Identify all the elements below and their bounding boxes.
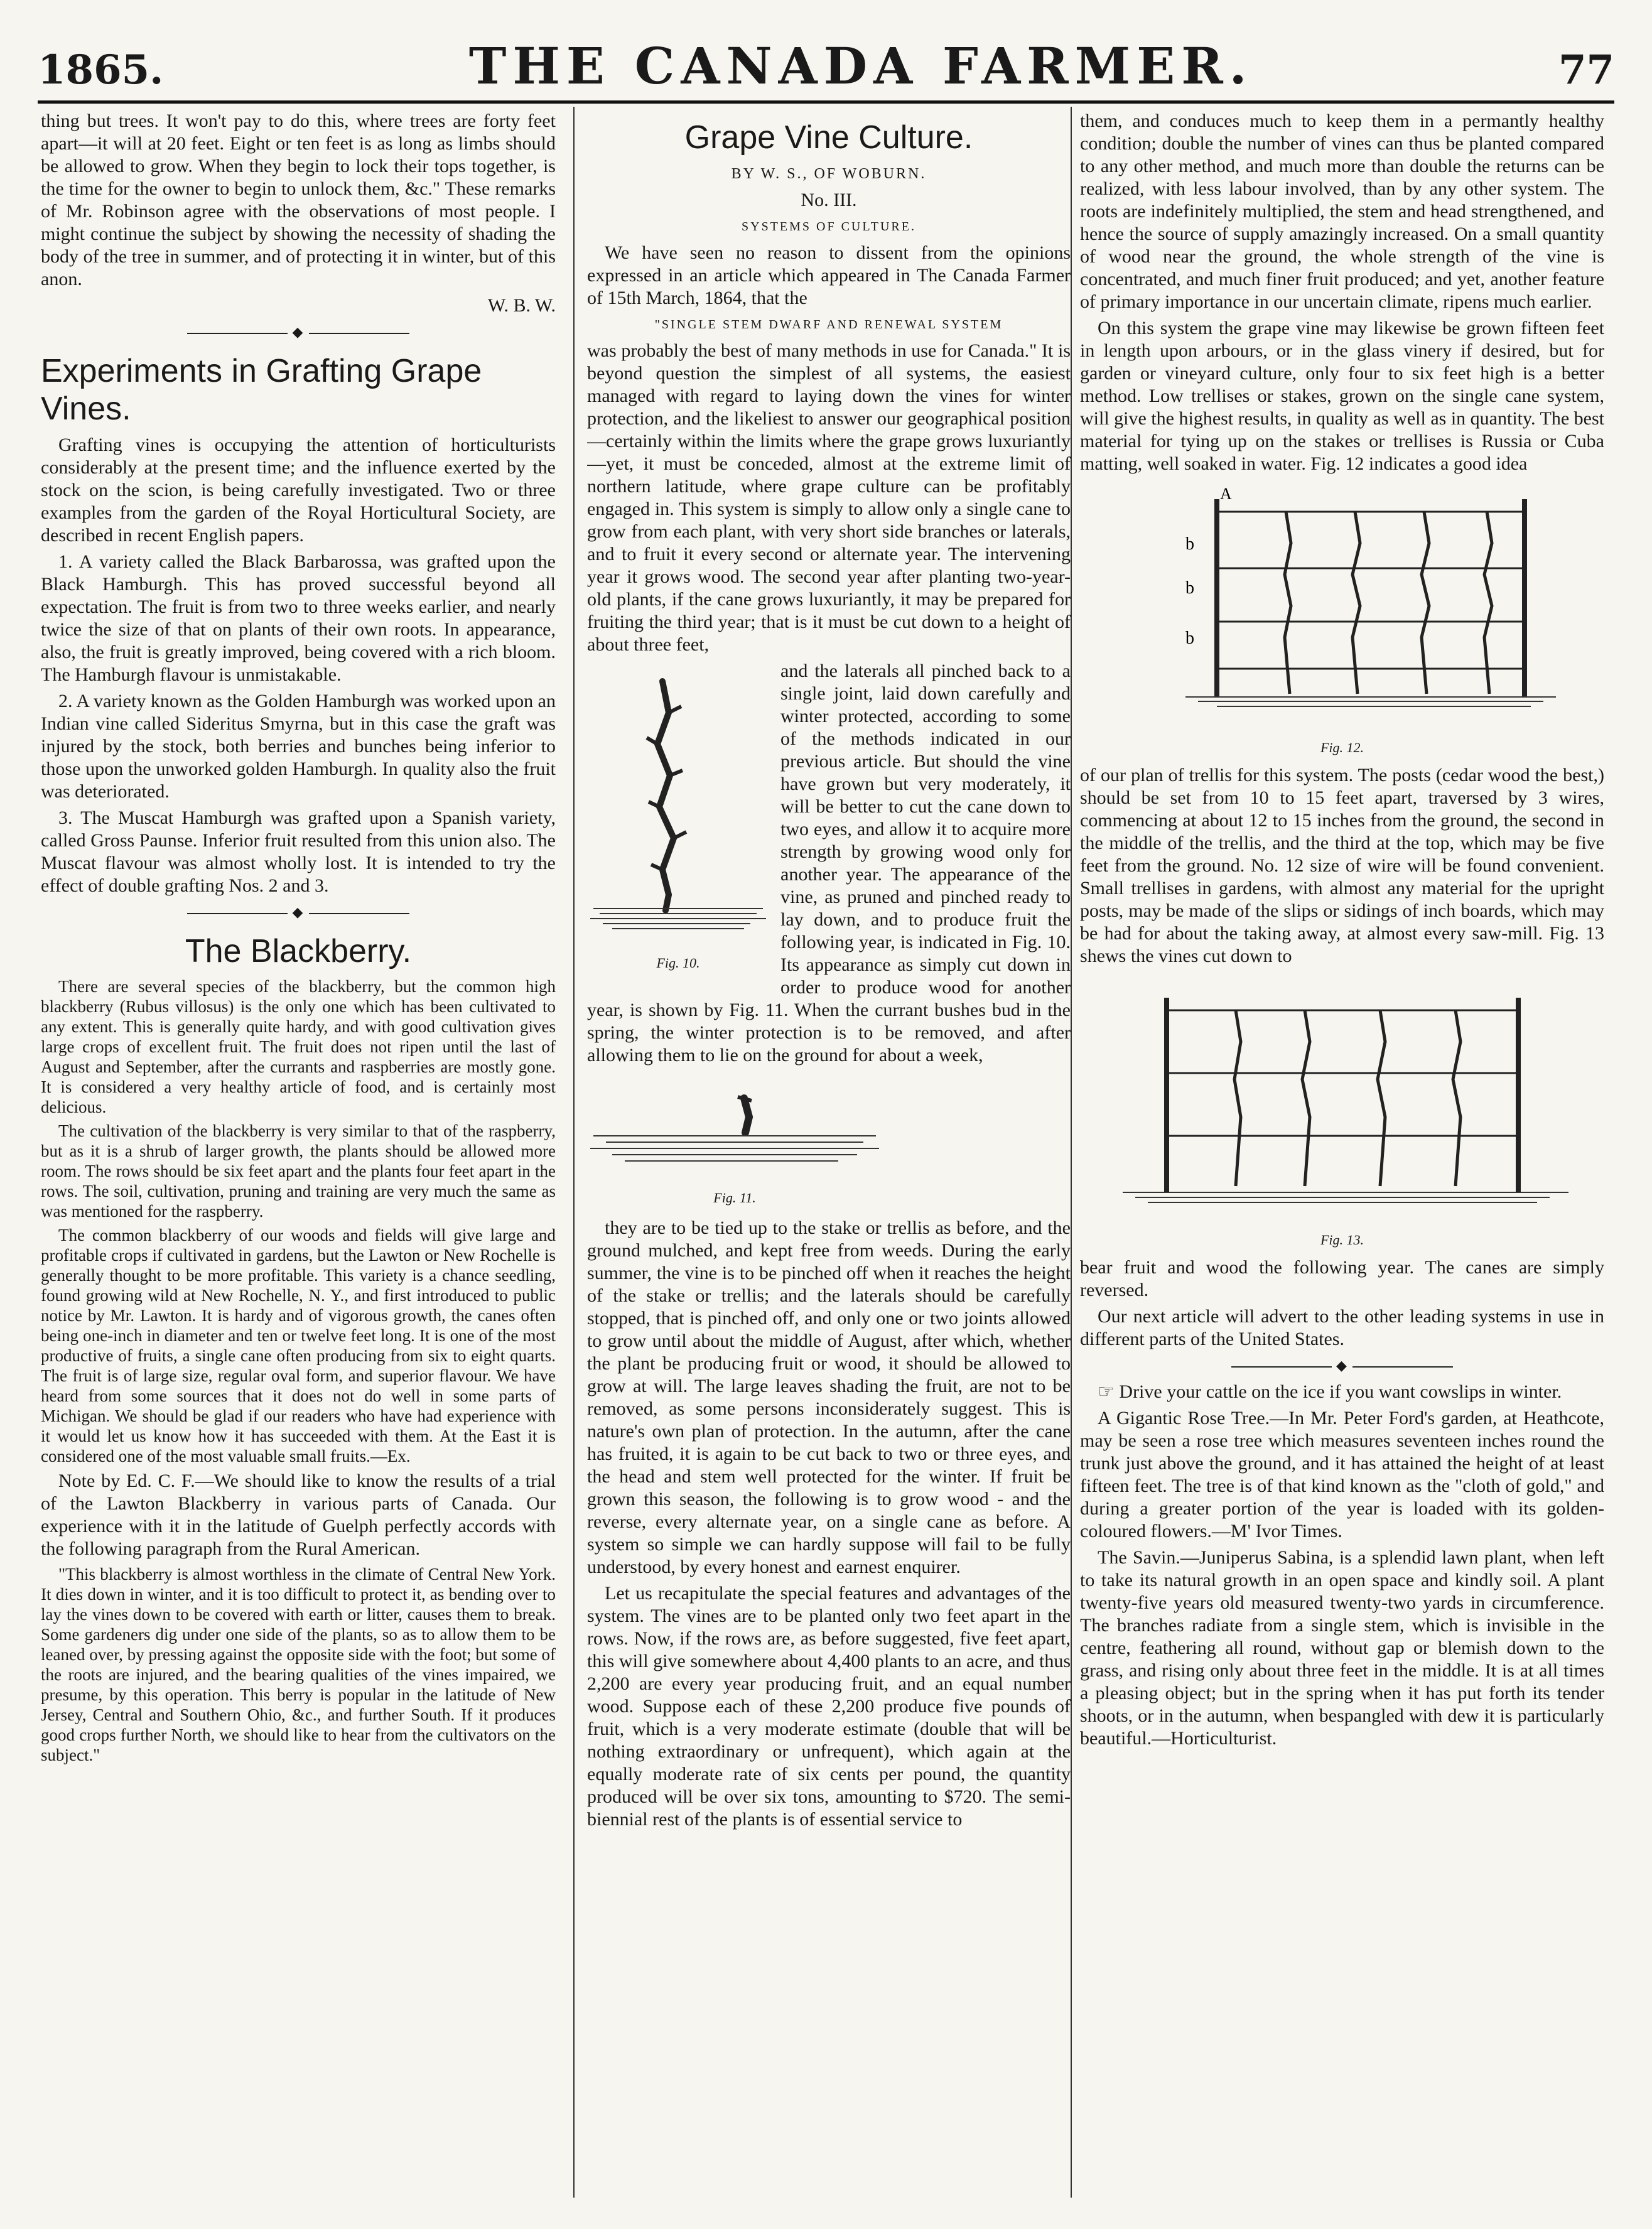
- figure-13: [1080, 973, 1604, 1251]
- header-rule: [38, 100, 1614, 104]
- cattle-note-text: Drive your cattle on the ice if you want cowslips in winter.: [1119, 1381, 1562, 1402]
- article-paragraph: them, and conduces much to keep them in a permantly healthy condition; double the number of vines can thus be planted compared to any other method, and much more than double the returns can be realized, with less labour involved, than by any other system. The roots are indefinitely multiplied, the stem and head strengthened, and hence the source of supply amazingly increased. On a small quantity of wood near the ground, the whole strength of the vine is concentrated, and much finer fruit produced; and yet, another feature of primary importance in our uncertain climate, ripens much earlier.: [1080, 111, 1604, 312]
- article-paragraph: they are to be tied up to the stake or trellis as before, and the ground mulched, and kept free from weeds. During the early summer, the vine is to be pinched off when it reaches the height of the stake or trellis; and the laterals should be carefully stopped, that is pinched off, and only one or two joints allowed to grow until about the middle of August, after which, whether the plant be producing fruit or wood, it should be allowed to grow at will. The large leaves shading the fruit, are not to be removed, as some persons inconsiderately suggest. This is nature's own plan of protection. In the autumn, after the cane has fruited, it is again to be cut back to two or three eyes, and the head and stem well protected for the winter. If fruit be grown this season, the following is to grow wood - and the reverse, every alternate year, on a single cane as before. A system so simple we can hardly suppose will fail to be fully understood, by every honest and earnest enquirer.: [587, 1217, 1071, 1577]
- blackberry-paragraph: There are several species of the blackberry, but the common high blackberry (Rubus villosus) is the only one which has been cultivated to any extent. This is generally quite hardy, and with good cultivation gives large crops of excellent fruit. The fruit does not ripen until the last of August and September, after the currants and raspberries are mostly gone. It is considered a very healthy article of food, and is certainly most delicious.: [41, 977, 556, 1116]
- blackberry-heading: The Blackberry.: [185, 933, 412, 969]
- figure-label: b: [1185, 578, 1194, 598]
- pointing-hand-icon: ☞: [1098, 1381, 1115, 1402]
- article-paragraph: On this system the grape vine may likewise be grown fifteen feet in length upon arbours, or in the glass vinery if desired, but for garden or vineyard culture, only four to six feet high is a better method. Low trellises or stakes, grown on the single cane system, will give the highest results, in quality as well as in quantity. The best material for tying up on the stakes or trellises is Russia or Cuba matting, well soaked in water. Fig. 12 indicates a good idea: [1080, 318, 1604, 474]
- rose-tree-paragraph: A Gigantic Rose Tree.—In Mr. Peter Ford's garden, at Heathcote, may be seen a rose tree which measures seventeen inches round the trunk just above the ground, and it has attained the height of at least fifteen feet. The tree is of that kind known as the "cloth of gold," and during a greater portion of the year is loaded with its golden-coloured flowers.—M' Ivor Times.: [1080, 1408, 1604, 1541]
- figure-label: b: [1185, 534, 1194, 554]
- article-paragraph: Our next article will advert to the other leading systems in use in different parts of the United States.: [1080, 1306, 1604, 1349]
- divider: ◆: [41, 321, 556, 343]
- vine-cut-down-illustration: [587, 1073, 882, 1180]
- trellis-fig12-illustration: [1123, 480, 1562, 731]
- grafting-paragraph: 3. The Muscat Hamburgh was grafted upon a Spanish variety, called Gross Paunse. Inferior fruit resulted from this union also. The Muscat flavour was almost wholly lost. It is intended to try the effect of double grafting Nos. 2 and 3.: [41, 807, 556, 896]
- newspaper-title: THE CANADA FARMER.: [468, 36, 1253, 95]
- column-middle: [587, 110, 1071, 2194]
- figure-11: [587, 1073, 882, 1214]
- vine-pruned-illustration: [587, 662, 769, 945]
- signature: W. B. W.: [487, 295, 556, 316]
- figure-caption: Fig. 10.: [656, 955, 700, 971]
- manicule-note: [1080, 1381, 1604, 1403]
- figure-caption: Fig. 12.: [1320, 740, 1364, 755]
- column-rule: [573, 107, 575, 2198]
- section-heading: SYSTEMS OF CULTURE.: [742, 220, 916, 234]
- article-paragraph: Let us recapitulate the special features and advantages of the system. The vines are to be planted only two feet apart in the rows. Now, if the rows are, as before suggested, five feet apart, this will give somewhere about 4,400 plants to an acre, and thus 2,200 are every year producing fruit, and an equal number wood. Suppose each of these 2,200 produce five pounds of fruit, which is a very moderate estimate (double that will be nothing extraordinary or unfrequent), which again at the equally moderate rate of six cents per pound, the quantity produced will be over six tons, amounting to $720. The semi-biennial rest of the plants is of essential service to: [587, 1583, 1071, 1830]
- trellis-fig13-illustration: [1110, 973, 1575, 1224]
- article-paragraph: was probably the best of many methods in use for Canada." It is beyond question the simplest of all systems, the easiest managed with regard to laying down the vines for winter protection, and the likeliest to answer our geographical position—certainly within the limits where the grape grows luxuriantly—yet, it must be conceded, almost at the extreme limit of northern latitude, where grape culture can be profitably engaged in. This system is simply to allow only a single cane to grow from each plant, with very short side branches or laterals, and to fruit it every second or alternate year. The intervening year it grows wood. The second year after planting two-year-old plants, if the cane grows luxuriantly, it may be prepared for fruiting the third year; that is it must be cut down to a height of about three feet,: [587, 340, 1071, 655]
- page-number: 77: [1558, 46, 1614, 94]
- system-name: "SINGLE STEM DWARF AND RENEWAL SYSTEM: [654, 318, 1003, 332]
- grafting-paragraph: 1. A variety called the Black Barbarossa, was grafted upon the Black Hamburgh. This has proved successful beyond all expectation. The fruit is from two to three weeks earlier, and nearly twice the size of that on plants of their own roots. In appearance, also, the fruit is greatly improved, being covered with a rich bloom. The Hamburgh flavour is unmistakable.: [41, 551, 556, 685]
- divider: ◆: [1080, 1354, 1604, 1377]
- figure-12: [1080, 480, 1604, 759]
- figure-10: [587, 662, 769, 980]
- article-paragraph: We have seen no reason to dissent from the opinions expressed in an article which appeared in The Canada Farmer of 15th March, 1864, that the: [587, 242, 1071, 308]
- figure-label: b: [1185, 629, 1194, 648]
- column-rule: [1071, 107, 1072, 2198]
- figure-label: A: [1219, 485, 1232, 503]
- grafting-heading: Experiments in Grafting Grape Vines.: [41, 353, 482, 427]
- column-left: [41, 110, 556, 2194]
- savin-paragraph: The Savin.—Juniperus Sabina, is a splendid lawn plant, when left to take its natural growth in an open space and kindly soil. A plant twenty-five years old measured twenty-two yards in circumference. The branches radiate from a single stem, which is invisible in the centre, feathering all round, without gap or blemish down to the grass, and rising only about three feet in the middle. It is at all times a pleasing object; but in the spring when it has put forth its tender shoots, or in the autumn, when bespangled with dew it is particularly beautiful.—Horticulturist.: [1080, 1547, 1604, 1749]
- article-paragraph: of our plan of trellis for this system. The posts (cedar wood the best,) should be set from 10 to 15 feet apart, traversed by 3 wires, commencing at about 12 to 15 inches from the ground, the second in the middle of the trellis, and the third at the top, which may be five feet from the ground. No. 12 size of wire will be found convenient. Small trellises in gardens, with almost any material for the upright posts, may be made of the slips or sidings of inch boards, which may be had for about the taking away, at almost every saw-mill. Fig. 13 shews the vines cut down to: [1080, 765, 1604, 966]
- issue-year: 1865.: [38, 46, 164, 94]
- figure-caption: Fig. 13.: [1320, 1232, 1364, 1248]
- editor-note: Note by Ed. C. F.—We should like to know the results of a trial of the Lawton Blackberry in various parts of Canada. Our experience with it in the latitude of Guelph perfectly accords with the following paragraph from the Rural American.: [41, 1471, 556, 1559]
- part-number: No. III.: [801, 190, 857, 210]
- divider: ◆: [41, 901, 556, 924]
- article-paragraph: and the laterals all pinched back to a single joint, laid down carefully and winter protected, according to some of the methods indicated in our previous article. But should the vine have grown but very moderately, it will be better to cut the cane down to two eyes, and allow it to acquire more strength by growing wood only for another year. The appearance of the vine, as pruned and pinched ready to lay down, and to produce fruit the following year, is indicated in Fig. 10. Its appearance as simply cut down in order to produce wood for another year, is shown by Fig. 11. When the currant bushes bud in the spring, the winter protection is to be removed, and after allowing them to lie on the ground for about a week,: [587, 661, 1071, 1066]
- grafting-paragraph: Grafting vines is occupying the attention of horticulturists considerably at the present time; and the influence exerted by the stock on the scion, is being carefully investigated. Two or three examples from the garden of the Royal Horticultural Society, are described in recent English papers.: [41, 434, 556, 546]
- grape-vine-heading: Grape Vine Culture.: [684, 119, 973, 156]
- article-continuation: thing but trees. It won't pay to do this, where trees are forty feet apart—it will at 20 feet. Eight or ten feet is as long as limbs should be allowed to grow. When they begin to lock their tops together, is the time for the owner to begin to unlock them, &c." These remarks of Mr. Robinson agree with the observations of most people. I might continue the subject by showing the necessity of shading the body of the tree in summer, and of protecting it in winter, but of this anon.: [41, 111, 556, 289]
- quoted-paragraph: "This blackberry is almost worthless in the climate of Central New York. It dies down in winter, and it is too difficult to protect it, as bending over to lay the vines down to be covered with earth or litter, causes them to break. Some gardeners dig under one side of the plants, so as to allow them to be leaned over, by pressing against the opposite side with the foot; but some of the roots are injured, and the bearing qualities of the vines impaired, we presume, by this operation. This berry is popular in the latitude of New Jersey, Central and Southern Ohio, &c., and further South. If it produces good crops further North, we should like to hear from the cultivators on the subject.": [41, 1565, 556, 1764]
- byline: BY W. S., OF WOBURN.: [731, 166, 927, 182]
- column-right: [1080, 110, 1604, 2194]
- grafting-paragraph: 2. A variety known as the Golden Hamburgh was worked upon an Indian vine called Sideritus Smyrna, but in this case the graft was injured by the stock, both berries and bunches being inferior to those upon the unworked golden Hamburgh. In quality also the fruit was deteriorated.: [41, 691, 556, 802]
- masthead: [38, 36, 1614, 97]
- article-paragraph: bear fruit and wood the following year. The canes are simply reversed.: [1080, 1257, 1604, 1300]
- blackberry-paragraph: The cultivation of the blackberry is very similar to that of the raspberry, but as it is a shrub of larger growth, the plants should be allowed more room. The rows should be six feet apart and the plants four feet apart in the rows. The soil, cultivation, pruning and training are very much the same as was mentioned for the raspberry.: [41, 1121, 556, 1221]
- blackberry-paragraph: The common blackberry of our woods and fields will give large and profitable crops if cultivated in gardens, but the Lawton or New Rochelle is generally thought to be more profitable. This variety is a chance seedling, found growing wild at New Rochelle, N. Y., and first introduced to public notice by Mr. Lawton. It is hardy and of vigorous growth, the canes often being one-inch in diameter and ten or twelve feet long. It is one of the most productive of fruits, a single cane often producing from six to eight quarts. The fruit is of large size, regular oval form, and superior flavour. We have heard from some sources that it does not do well in some parts of Michigan. We should be glad if our readers who have had experience with it would let us know how it has succeeded with them. At the East it is considered one of the most valuable small fruits.—Ex.: [41, 1226, 556, 1465]
- figure-caption: Fig. 11.: [713, 1190, 756, 1206]
